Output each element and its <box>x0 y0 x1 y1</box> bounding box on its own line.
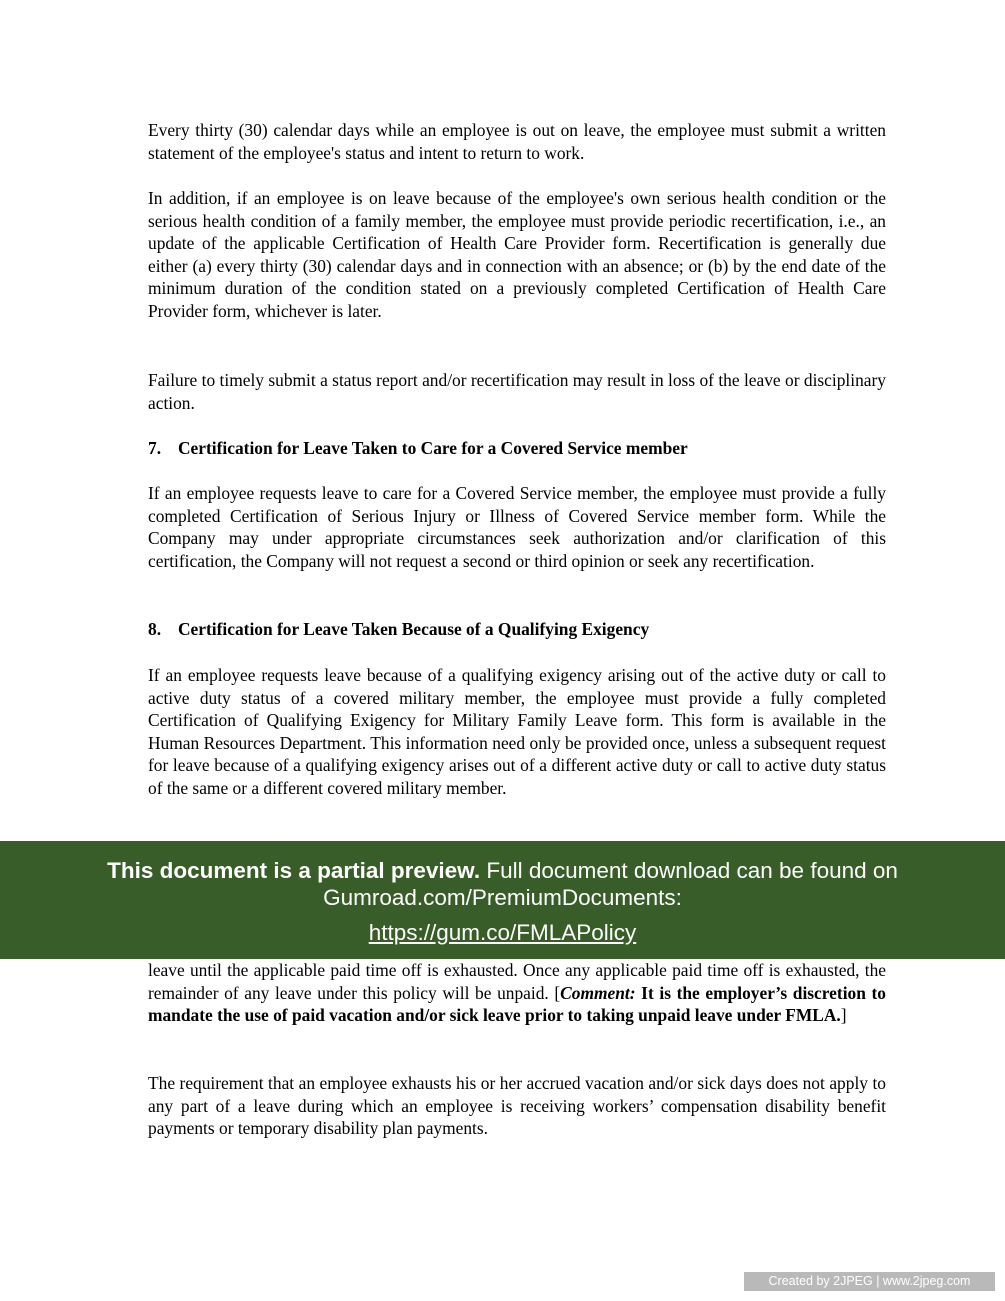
section-7-heading <box>148 437 886 460</box>
preview-banner <box>0 841 1005 959</box>
paragraph-workers-compensation: The requirement that an employee exhausts his or her accrued vacation and/or sick days does not apply to any part of a leave during which an employee is receiving workers’ compensation disability benefit payments or temporary disability plan payments. <box>148 1073 886 1139</box>
paid-time-off-text: leave until the applicable paid time off is exhausted. Once any applicable paid time off is exhausted, the remainder of any leave under this policy will be unpaid. [ <box>148 960 886 1003</box>
banner-link-row <box>0 920 1005 946</box>
section-8-body: If an employee requests leave because of a qualifying exigency arising out of the active duty or call to active duty status of a covered military member, the employee must provide a fully completed Certification of Qualifying Exigency for Military Family Leave form. This form is available in the Human Resources Department. This information need only be provided once, unless a subsequent request for leave because of a qualifying exigency arises out of a different active duty or call to active duty status of the same or a different covered military member. <box>148 665 886 798</box>
banner-line-2: Gumroad.com/PremiumDocuments: <box>323 885 682 910</box>
section-8-number: 8. <box>148 619 162 639</box>
banner-bold-text: This document is a partial preview. <box>107 858 481 883</box>
paragraph-status-statement: Every thirty (30) calendar days while an employee is out on leave, the employee must submit a written statement of the employee's status and intent to return to work. <box>148 120 886 163</box>
watermark-label: Created by 2JPEG | www.2jpeg.com <box>744 1272 995 1291</box>
section-8-title: Certification for Leave Taken Because of a Qualifying Exigency <box>178 619 650 639</box>
close-bracket: ] <box>840 1005 847 1026</box>
paragraph-recertification: In addition, if an employee is on leave because of the employee's own serious health condition or the serious health condition of a family member, the employee must provide periodic recertification, i.e., an update of the applicable Certification of Health Care Provider form. Recertification is generally due either (a) every thirty (30) calendar days and in connection with an absence; or (b) by the end date of the minimum duration of the condition stated on a previously completed Certification of Health Care Provider form, whichever is later. <box>148 188 886 321</box>
section-7-body: If an employee requests leave to care for a Covered Service member, the employee must provide a fully completed Certification of Serious Injury or Illness of Covered Service member form. While the Company may under appropriate circumstances seek authorization and/or clarification of this certification, the Company will not request a second or third opinion or seek any recertification. <box>148 483 886 571</box>
paragraph-paid-time-off <box>148 959 886 1027</box>
comment-text: It is the employer’s discretion to mandate the use of paid vacation and/or sick leave prior to taking unpaid leave under FMLA. <box>148 982 887 1026</box>
section-8-heading <box>148 618 886 641</box>
banner-text: Full document download can be found on <box>480 858 898 883</box>
section-7-title: Certification for Leave Taken to Care for a Covered Service member <box>178 438 688 458</box>
comment-label: Comment: <box>560 982 636 1003</box>
download-link[interactable]: https://gum.co/FMLAPolicy <box>368 920 637 945</box>
banner-line-1 <box>0 858 1005 884</box>
section-7-number: 7. <box>148 438 162 458</box>
paragraph-failure-to-submit: Failure to timely submit a status report and/or recertification may result in loss of the leave or disciplinary action. <box>148 370 886 413</box>
